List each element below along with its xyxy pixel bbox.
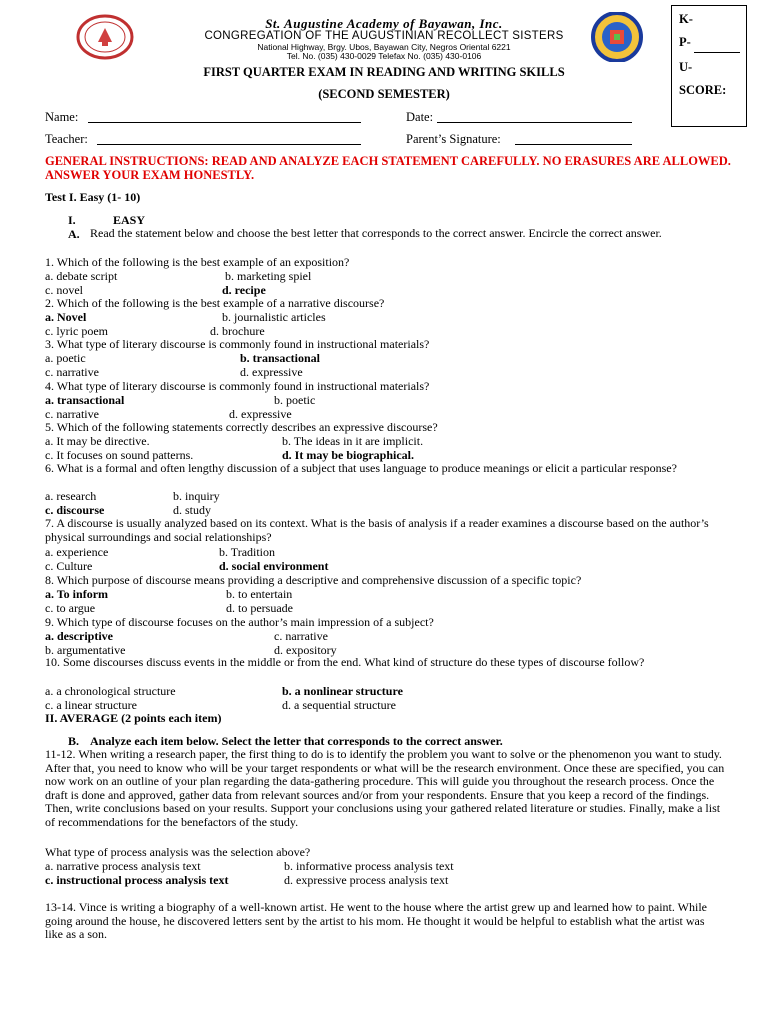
q7-option-a[interactable]: a. experience <box>45 545 109 559</box>
school-telephone: Tel. No. (035) 430-0029 Telefax No. (035) 430-0106 <box>286 51 482 61</box>
question-10: 10. Some discourses discuss events in the middle or from the end. What kind of structure do these types of discourse follow? <box>45 655 645 669</box>
exam-semester: (SECOND SEMESTER) <box>318 87 450 101</box>
q8-option-a[interactable]: a. To inform <box>45 587 109 601</box>
q4-option-b[interactable]: b. poetic <box>274 393 316 407</box>
q4-option-a[interactable]: a. transactional <box>45 393 125 407</box>
question-4: 4. What type of literary discourse is commonly found in instructional materials? <box>45 379 430 393</box>
q1-option-d[interactable]: d. recipe <box>222 283 266 297</box>
q5-option-b[interactable]: b. The ideas in it are implicit. <box>282 434 424 448</box>
q3-option-d[interactable]: d. expressive <box>240 365 303 379</box>
score-p: P- <box>679 35 691 49</box>
q3-option-b[interactable]: b. transactional <box>240 351 321 365</box>
direction-a: Read the statement below and choose the best letter that corresponds to the correct answer. Encircle the correct answer. <box>90 226 662 240</box>
part1-number: I. <box>68 213 76 227</box>
question-9: 9. Which type of discourse focuses on the author’s main impression of a subject? <box>45 615 434 629</box>
q10-option-b[interactable]: b. a nonlinear structure <box>282 684 403 698</box>
q6-option-d[interactable]: d. study <box>173 503 212 517</box>
q6-option-a[interactable]: a. research <box>45 489 97 503</box>
q5-option-a[interactable]: a. It may be directive. <box>45 434 150 448</box>
q9-option-b[interactable]: b. argumentative <box>45 643 126 657</box>
q7-option-c[interactable]: c. Culture <box>45 559 93 573</box>
question-6: 6. What is a formal and often lengthy discussion of a subject that uses language to produce meanings or elicit a particular response? <box>45 461 677 475</box>
question-13-14-passage: 13-14. Vince is writing a biography of a well-known artist. He went to the house where the artist grew up and learned how to paint. While going around the house, he discovered letters sent by the artist to his mom. He thought it would be helpful to establish what the artist was like as a son. <box>45 900 707 942</box>
q10-option-c[interactable]: c. a linear structure <box>45 698 137 712</box>
q9-option-d[interactable]: d. expository <box>274 643 337 657</box>
direction-b: Analyze each item below. Select the letter that corresponds to the correct answer. <box>90 734 503 748</box>
q8-option-c[interactable]: c. to argue <box>45 601 96 615</box>
teacher-line[interactable] <box>97 144 361 145</box>
q10-option-d[interactable]: d. a sequential structure <box>282 698 396 712</box>
q6-option-c[interactable]: c. discourse <box>45 503 105 517</box>
exam-title: FIRST QUARTER EXAM IN READING AND WRITING SKILLS <box>203 65 565 79</box>
question-7: 7. A discourse is usually analyzed based on its context. What is the basis of analysis if a reader examines a discourse based on the author’s physical surroundings and social relationships? <box>45 516 709 544</box>
q2-option-d[interactable]: d. brochure <box>210 324 265 338</box>
score-p-line <box>694 52 740 53</box>
q8-option-d[interactable]: d. to persuade <box>226 601 293 615</box>
congregation-name: CONGREGATION OF THE AUGUSTINIAN RECOLLECT SISTERS <box>204 30 564 42</box>
direction-a-letter: A. <box>68 227 80 241</box>
question-2: 2. Which of the following is the best example of a narrative discourse? <box>45 296 385 310</box>
teacher-label: Teacher: <box>45 132 88 146</box>
direction-b-letter: B. <box>68 734 80 748</box>
question-5: 5. Which of the following statements correctly describes an expressive discourse? <box>45 420 438 434</box>
q11-option-a[interactable]: a. narrative process analysis text <box>45 859 201 873</box>
q7-option-d[interactable]: d. social environment <box>219 559 329 573</box>
q6-option-b[interactable]: b. inquiry <box>173 489 220 503</box>
score-label: SCORE: <box>679 83 727 97</box>
part1-title: EASY <box>113 213 146 227</box>
q11-option-c[interactable]: c. instructional process analysis text <box>45 873 229 887</box>
q9-option-a[interactable]: a. descriptive <box>45 629 113 643</box>
q1-option-c[interactable]: c. novel <box>45 283 83 297</box>
q5-option-d[interactable]: d. It may be biographical. <box>282 448 415 462</box>
school-name: St. Augustine Academy of Bayawan, Inc. <box>265 16 503 31</box>
test2-heading: II. AVERAGE (2 points each item) <box>45 711 222 725</box>
q7-option-b[interactable]: b. Tradition <box>219 545 276 559</box>
q3-option-c[interactable]: c. narrative <box>45 365 99 379</box>
q1-option-b[interactable]: b. marketing spiel <box>225 269 312 283</box>
date-line[interactable] <box>437 122 632 123</box>
q10-option-a[interactable]: a. a chronological structure <box>45 684 176 698</box>
q2-option-c[interactable]: c. lyric poem <box>45 324 108 338</box>
q11-option-d[interactable]: d. expressive process analysis text <box>284 873 449 887</box>
score-u: U- <box>679 60 693 74</box>
q4-option-c[interactable]: c. narrative <box>45 407 99 421</box>
test1-heading: Test I. Easy (1- 10) <box>45 190 141 204</box>
date-label: Date: <box>406 110 434 124</box>
q4-option-d[interactable]: d. expressive <box>229 407 292 421</box>
q8-option-b[interactable]: b. to entertain <box>226 587 293 601</box>
question-11-12: What type of process analysis was the selection above? <box>45 845 311 859</box>
parent-signature-label: Parent’s Signature: <box>406 132 501 146</box>
q2-option-a[interactable]: a. Novel <box>45 310 87 324</box>
name-label: Name: <box>45 110 79 124</box>
question-3: 3. What type of literary discourse is commonly found in instructional materials? <box>45 337 430 351</box>
q5-option-c[interactable]: c. It focuses on sound patterns. <box>45 448 194 462</box>
question-8: 8. Which purpose of discourse means providing a descriptive and comprehensive discussion of a specific topic? <box>45 573 582 587</box>
parent-signature-line[interactable] <box>515 144 632 145</box>
question-11-12-passage: 11-12. When writing a research paper, the first thing to do is to identify the problem you want to solve or the phenomenon you want to study. After that, you need to know who will be your target respondents or what will be the research environment. Once these are specified, you can now work on an outline of your plan regarding the data-gathering procedure. This will guide you throughout the research process. Once the draft is done and approved, gather data from relevant sources and/or from your respondents. Ensure that you keep a record of the findings. Then, write conclusions based on your results. Support your conclusions using your gathered related literature or studies. Finally, make a list of recommendations for the benefactors of the study. <box>45 747 725 829</box>
q9-option-c[interactable]: c. narrative <box>274 629 328 643</box>
general-instructions: GENERAL INSTRUCTIONS: READ AND ANALYZE EACH STATEMENT CAREFULLY. NO ERASURES ARE ALLOWED. ANSWER YOUR EXAM HONESTLY. <box>45 154 731 182</box>
q2-option-b[interactable]: b. journalistic articles <box>222 310 326 324</box>
q11-option-b[interactable]: b. informative process analysis text <box>284 859 454 873</box>
question-1: 1. Which of the following is the best example of an exposition? <box>45 255 350 269</box>
name-line[interactable] <box>88 122 361 123</box>
school-address: National Highway, Brgy. Ubos, Bayawan City, Negros Oriental 6221 <box>257 42 511 52</box>
q3-option-a[interactable]: a. poetic <box>45 351 86 365</box>
score-k: K- <box>679 12 693 26</box>
q1-option-a[interactable]: a. debate script <box>45 269 118 283</box>
